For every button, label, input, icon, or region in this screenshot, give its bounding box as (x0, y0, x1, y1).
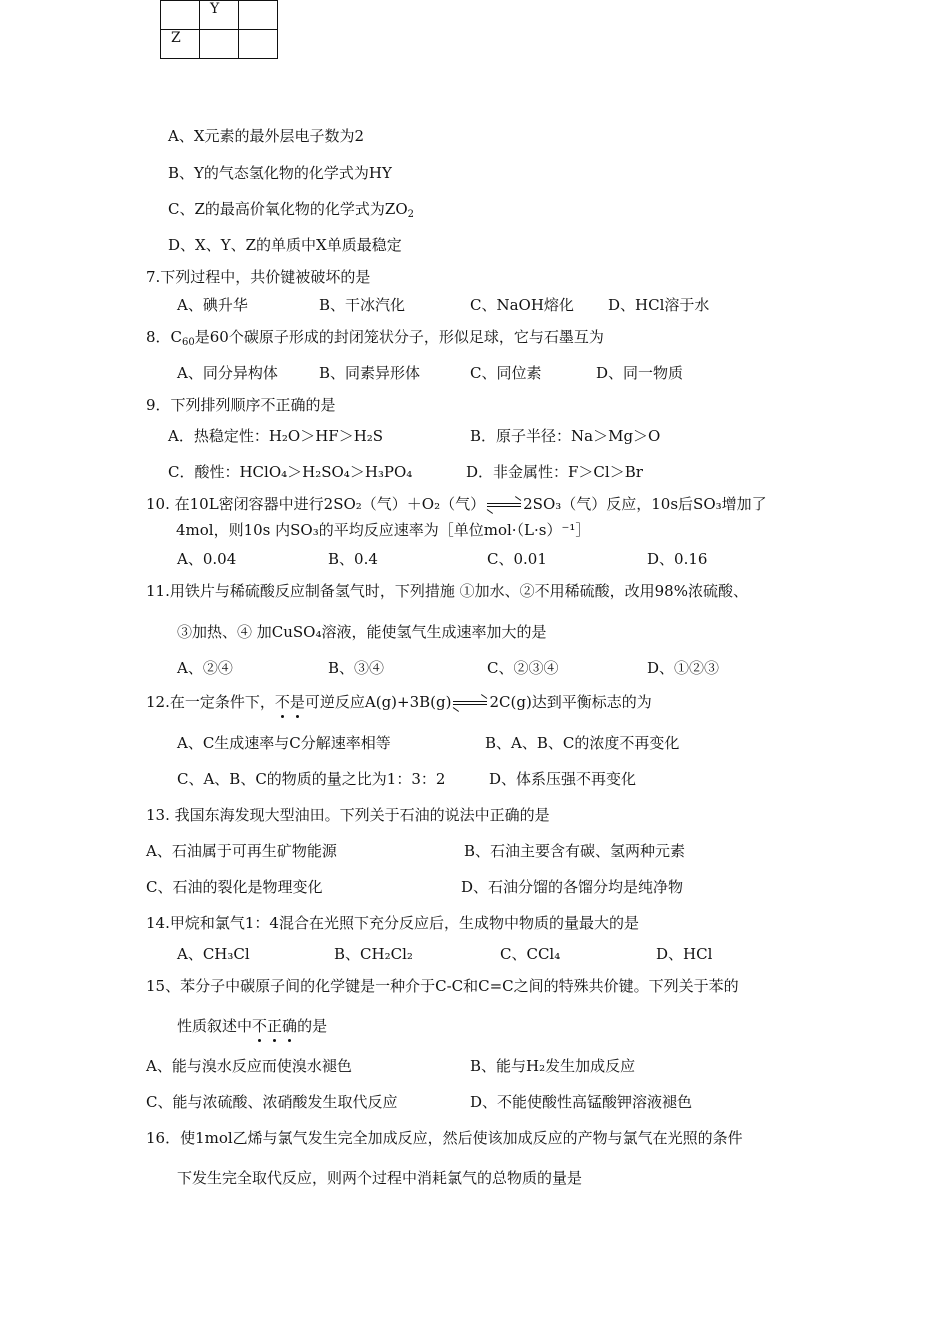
q15-emphasis-char: 正 (267, 1017, 283, 1035)
q7-option-a: A、碘升华 (177, 296, 248, 314)
q14-option-d: D、HCl (656, 945, 713, 963)
q11-stem-line1: 11.用铁片与稀硫酸反应制备氢气时，下列措施 ①加水、②不用稀硫酸，改用98%浓硫酸、 (146, 582, 748, 600)
q6-option-a: A、X元素的最外层电子数为2 (168, 127, 365, 145)
q10-stem-pre: 10. 在10L密闭容器中进行2SO₂（气）＋O₂（气） (146, 495, 486, 513)
q7-option-b: B、干冰汽化 (319, 296, 406, 314)
q15-emphasis-char: 确 (282, 1017, 298, 1035)
q12-option-a: A、C生成速率与C分解速率相等 (177, 734, 391, 752)
q14-stem: 14.甲烷和氯气1：4混合在光照下充分反应后，生成物中物质的量最大的是 (146, 914, 639, 932)
q10-option-d: D、0.16 (647, 550, 708, 568)
q9-stem: 9．下列排列顺序不正确的是 (146, 396, 336, 414)
reversible-arrow-icon (487, 501, 521, 509)
q13-option-b: B、石油主要含有碳、氢两种元素 (464, 842, 686, 860)
q8-stem-post: 是60个碳原子形成的封闭笼状分子，形似足球，它与石墨互为 (194, 328, 604, 346)
q7-option-d: D、HCl溶于水 (608, 296, 710, 314)
q6-option-d: D、X、Y、Z的单质中X单质最稳定 (168, 236, 402, 254)
q14-option-b: B、CH₂Cl₂ (334, 945, 413, 963)
q8-option-c: C、同位素 (470, 364, 542, 382)
table-cell (200, 30, 239, 59)
q10-option-b: B、0.4 (328, 550, 378, 568)
q8-option-a: A、同分异构体 (177, 364, 278, 382)
element-position-table (160, 0, 278, 59)
q12-option-d: D、体系压强不再变化 (489, 770, 637, 788)
q11-option-a: A、②④ (177, 659, 233, 677)
q12-emphasis-char: 不 (274, 693, 290, 711)
q7-stem: 7.下列过程中，共价键被破坏的是 (146, 268, 371, 286)
q15-stem-line1: 15、苯分子中碳原子间的化学键是一种介于C-C和C=C之间的特殊共价键。下列关于苯的 (146, 977, 739, 995)
q10-stem-line2: 4mol，则10s 内SO₃的平均反应速率为［单位mol·（L·s）⁻¹］ (176, 521, 591, 539)
q7-option-c: C、NaOH熔化 (470, 296, 574, 314)
q13-option-a: A、石油属于可再生矿物能源 (146, 842, 337, 860)
q12-stem-post: 2C(g)达到平衡标志的为 (489, 693, 652, 711)
q15-stem-line2 (177, 1016, 327, 1036)
q6-option-b: B、Y的气态氢化物的化学式为HY (168, 164, 392, 182)
q15-emphasis-char: 不 (252, 1017, 268, 1035)
q10-stem-line1 (146, 494, 767, 514)
table-cell (239, 30, 278, 59)
q6-option-c-text: C、Z的最高价氧化物的化学式为ZO (168, 200, 408, 218)
q11-option-c: C、②③④ (487, 659, 559, 677)
q15-option-c: C、能与浓硫酸、浓硝酸发生取代反应 (146, 1093, 398, 1111)
q12-stem-mid: 可逆反应A(g)+3B(g) (304, 693, 452, 711)
q14-option-c: C、CCl₄ (500, 945, 561, 963)
q12-stem (146, 692, 652, 712)
q8-stem-pre: 8．C (146, 328, 183, 346)
q8-option-b: B、同素异形体 (319, 364, 421, 382)
q8-stem (146, 327, 604, 350)
q16-stem-line2: 下发生完全取代反应，则两个过程中消耗氯气的总物质的量是 (177, 1169, 583, 1187)
q12-emphasis-char: 是 (289, 693, 305, 711)
q11-option-b: B、③④ (328, 659, 385, 677)
q15-option-a: A、能与溴水反应而使溴水褪色 (146, 1057, 352, 1075)
q9-option-a: A．热稳定性：H₂O＞HF＞H₂S (168, 427, 384, 445)
table-cell (239, 1, 278, 30)
q10-option-a: A、0.04 (177, 550, 237, 568)
table-cell-y: Y (200, 1, 239, 30)
q8-stem-subscript: 60 (182, 337, 195, 348)
q9-option-d: D．非金属性：F＞Cl＞Br (466, 463, 643, 481)
q6-option-c-subscript: 2 (407, 209, 414, 220)
q12-option-b: B、A、B、C的浓度不再变化 (485, 734, 680, 752)
q15-option-d: D、不能使酸性高锰酸钾溶液褪色 (470, 1093, 693, 1111)
table-cell (161, 1, 200, 30)
q8-option-d: D、同一物质 (596, 364, 684, 382)
q15-stem-line2-post: 的是 (297, 1017, 328, 1035)
q11-stem-line2: ③加热、④ 加CuSO₄溶液，能使氢气生成速率加大的是 (177, 623, 547, 641)
q11-option-d: D、①②③ (647, 659, 720, 677)
q10-stem-post: 2SO₃（气）反应，10s后SO₃增加了 (523, 495, 767, 513)
q12-option-c: C、A、B、C的物质的量之比为1：3：2 (177, 770, 446, 788)
q13-stem: 13. 我国东海发现大型油田。下列关于石油的说法中正确的是 (146, 806, 550, 824)
q13-option-c: C、石油的裂化是物理变化 (146, 878, 323, 896)
q14-option-a: A、CH₃Cl (177, 945, 250, 963)
table-cell-z: Z (161, 30, 200, 59)
q15-option-b: B、能与H₂发生加成反应 (470, 1057, 636, 1075)
q12-stem-pre: 12.在一定条件下， (146, 693, 275, 711)
q9-option-c: C．酸性：HClO₄＞H₂SO₄＞H₃PO₄ (168, 463, 413, 481)
q10-option-c: C、0.01 (487, 550, 547, 568)
reversible-arrow-icon (453, 699, 487, 707)
q9-option-b: B．原子半径：Na＞Mg＞O (470, 427, 661, 445)
q16-stem-line1: 16．使1mol乙烯与氯气发生完全加成反应，然后使该加成反应的产物与氯气在光照的条件 (146, 1129, 743, 1147)
q13-option-d: D、石油分馏的各馏分均是纯净物 (461, 878, 684, 896)
q15-stem-line2-pre: 性质叙述中 (177, 1017, 253, 1035)
q6-option-c (168, 199, 414, 222)
